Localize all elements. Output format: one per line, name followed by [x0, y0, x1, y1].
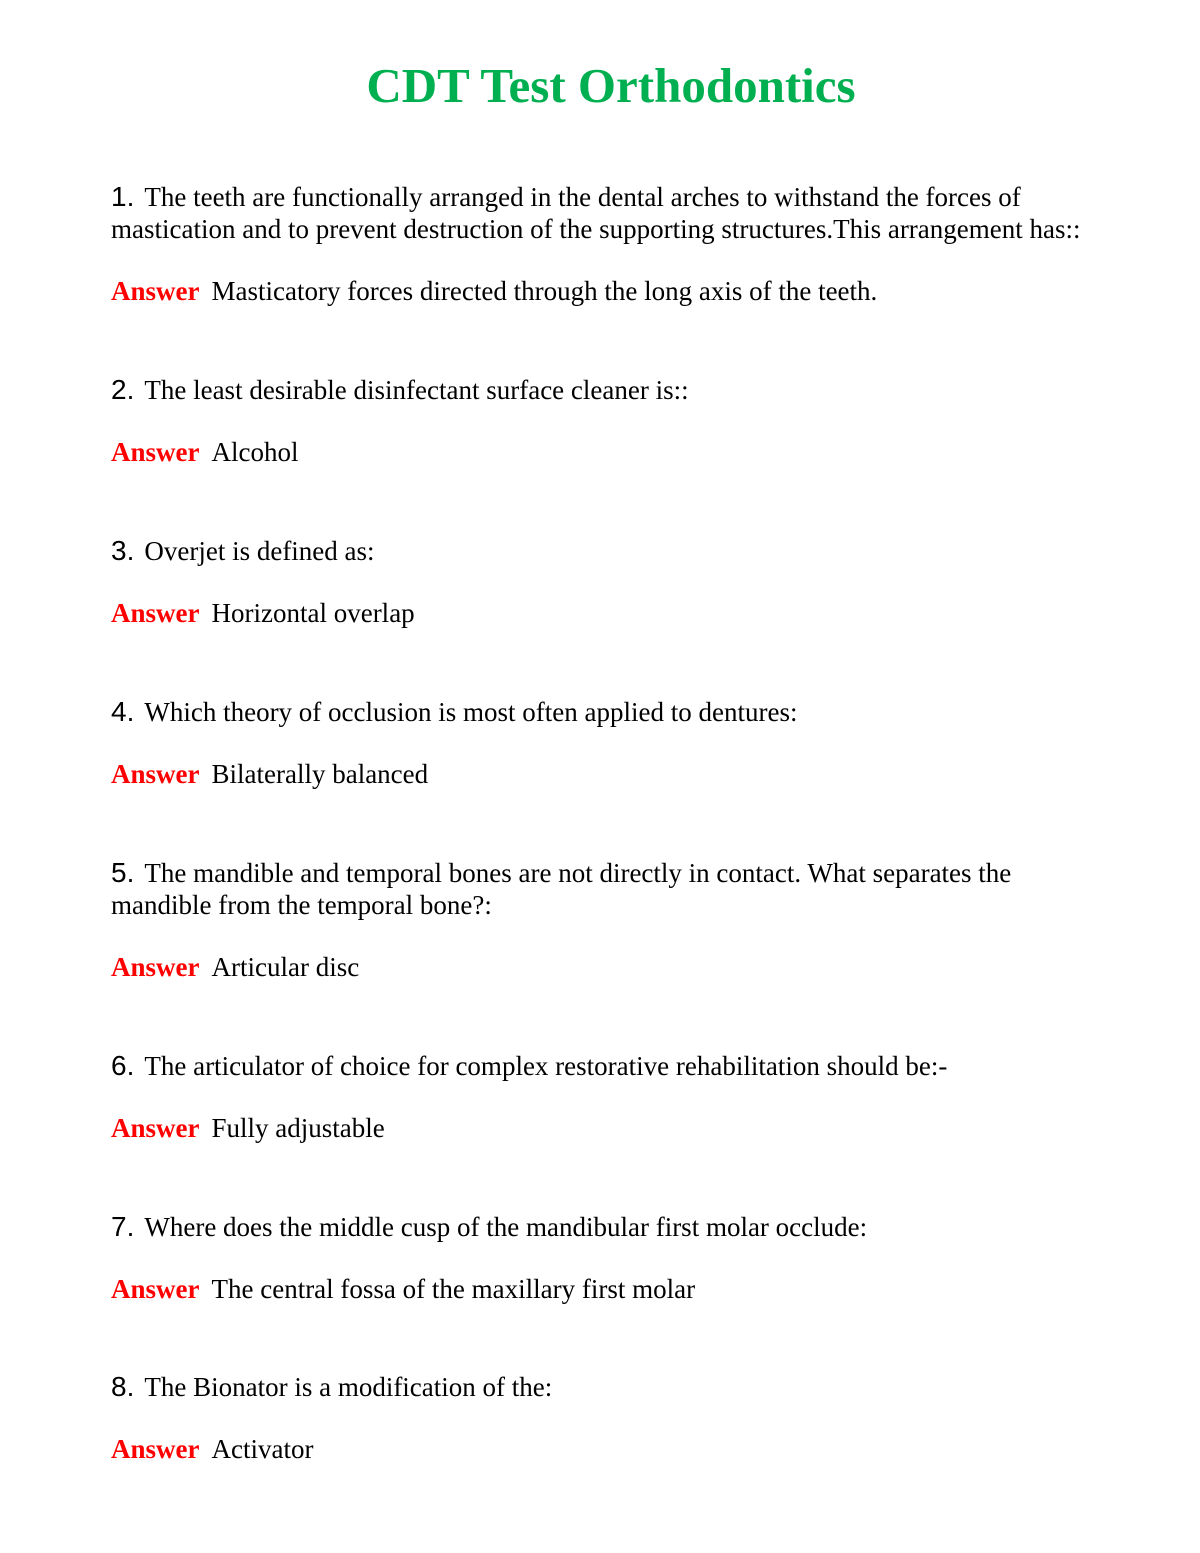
answer-6 [111, 1112, 1111, 1144]
question-1 [111, 181, 1111, 245]
question-number: 6. [111, 1050, 135, 1081]
answer-label: Answer [111, 1274, 200, 1304]
question-number: 8. [111, 1371, 135, 1402]
answer-label: Answer [111, 952, 200, 982]
question-8 [111, 1371, 1111, 1403]
answer-7 [111, 1273, 1111, 1305]
question-item-6 [111, 1050, 1111, 1144]
question-number: 5. [111, 857, 135, 888]
answer-text: Horizontal overlap [211, 598, 415, 628]
answer-label: Answer [111, 598, 200, 628]
question-3 [111, 535, 1111, 567]
question-text: The articulator of choice for complex restorative rehabilitation should be:- [144, 1051, 948, 1081]
answer-5 [111, 951, 1111, 983]
question-text: The teeth are functionally arranged in the dental arches to withstand the forces of mastication and to prevent destruction of the supporting structures.This arrangement has:: [111, 182, 1081, 244]
answer-text: The central fossa of the maxillary first molar [211, 1274, 696, 1304]
question-text: The least desirable disinfectant surface cleaner is:: [144, 375, 689, 405]
answer-8 [111, 1433, 1111, 1465]
answer-text: Masticatory forces directed through the long axis of the teeth. [211, 276, 878, 306]
question-item-3 [111, 535, 1111, 629]
question-number: 1. [111, 181, 135, 212]
question-item-7 [111, 1211, 1111, 1305]
question-number: 4. [111, 696, 135, 727]
answer-3 [111, 597, 1111, 629]
question-6 [111, 1050, 1111, 1082]
answer-text: Alcohol [211, 437, 299, 467]
answer-text: Articular disc [211, 952, 360, 982]
answer-label: Answer [111, 437, 200, 467]
question-item-2 [111, 374, 1111, 468]
answer-4 [111, 758, 1111, 790]
question-7 [111, 1211, 1111, 1243]
answer-1 [111, 275, 1111, 307]
question-5 [111, 857, 1111, 921]
question-item-4 [111, 696, 1111, 790]
answer-text: Activator [211, 1434, 314, 1464]
answer-label: Answer [111, 276, 200, 306]
answer-text: Fully adjustable [211, 1113, 385, 1143]
question-text: Which theory of occlusion is most often applied to dentures: [144, 697, 798, 727]
answer-text: Bilaterally balanced [211, 759, 429, 789]
question-2 [111, 374, 1111, 406]
answer-label: Answer [111, 1434, 200, 1464]
question-text: Where does the middle cusp of the mandibular first molar occlude: [144, 1212, 868, 1242]
answer-label: Answer [111, 759, 200, 789]
question-text: The Bionator is a modification of the: [144, 1372, 553, 1402]
answer-label: Answer [111, 1113, 200, 1143]
page-title: CDT Test Orthodontics [366, 58, 856, 113]
question-item-5 [111, 857, 1111, 983]
question-text: Overjet is defined as: [144, 536, 375, 566]
question-number: 7. [111, 1211, 135, 1242]
question-text: The mandible and temporal bones are not directly in contact. What separates the mandible from the temporal bone?: [111, 858, 1012, 920]
question-number: 3. [111, 535, 135, 566]
question-item-1 [111, 181, 1111, 307]
question-number: 2. [111, 374, 135, 405]
question-item-8 [111, 1371, 1111, 1465]
answer-2 [111, 436, 1111, 468]
question-4 [111, 696, 1111, 728]
